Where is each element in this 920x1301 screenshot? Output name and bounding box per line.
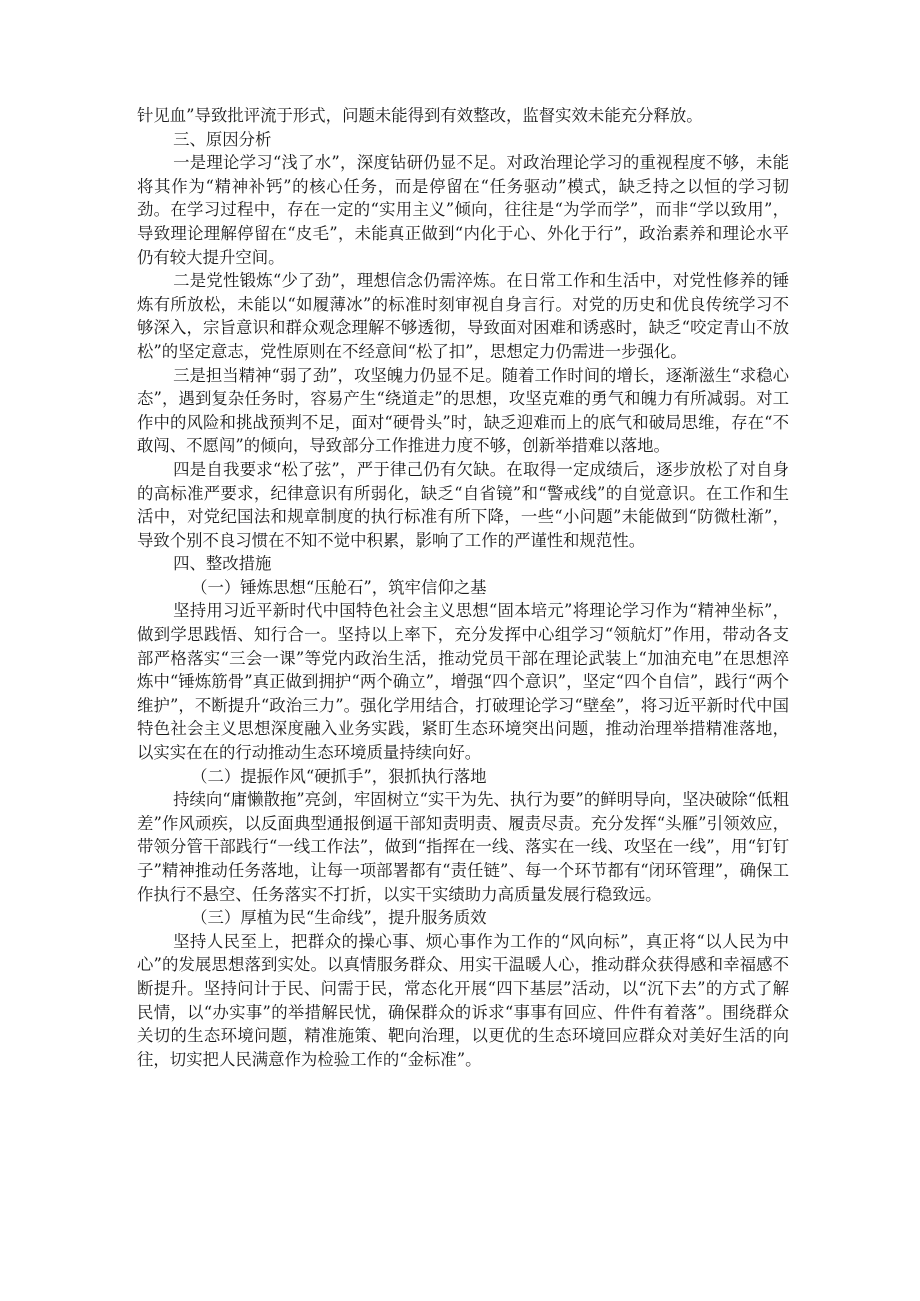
paragraph-responsibility: 三是担当精神“弱了劲”，攻坚魄力仍显不足。随着工作时间的增长，逐渐滋生“求稳心态”，遇到复杂任务时，容易产生“绕道走”的思想，攻坚克难的勇气和魄力有所减弱。对工作中的风险和挑战预判不足，面对“硬骨头”时，缺乏迎难而上的底气和破局思维，存在“不敢闯、不愿闯”的倾向，导致部分工作推进力度不够，创新举措难以落地。 <box>137 365 789 456</box>
paragraph-continuation: 针见血”导致批评流于形式，问题未能得到有效整改，监督实效未能充分释放。 <box>137 106 703 125</box>
paragraph-theory-study: 一是理论学习“浅了水”，深度钻研仍显不足。对政治理论学习的重视程度不够，未能将其作为“精神补钙”的核心任务，而是停留在“任务驱动”模式，缺乏持之以恒的学习韧劲。在学习过程中，存在一定的“实用主义”倾向，往往是“为学而学”，而非“学以致用”，导致理论理解停留在“皮毛”，未能真正做到“内化于心、外化于行”，政治素养和理论水平仍有较大提升空间。 <box>137 153 789 267</box>
section-heading-rectification: 四、整改措施 <box>173 554 272 574</box>
sub-heading-serve-people: （三）厚植为民“生命线”，提升服务质效 <box>191 908 487 928</box>
sub-heading-work-style: （二）提振作风“硬抓手”，狠抓执行落地 <box>191 766 487 786</box>
paragraph-work-style-measures: 持续向“庸懒散拖”亮剑，牢固树立“实干为先、执行为要”的鲜明导向，坚决破除“低粗差”作风顽疾，以反面典型通报倒逼干部知责明责、履责尽责。充分发挥“头雁”引领效应，带领分管干部践行“一线工作法”，做到“指挥在一线、落实在一线、攻坚在一线”，用“钉钉子”精神推动任务落地，让每一项部署都有“责任链”、每一个环节都有“闭环管理”，确保工作执行不悬空、任务落实不打折，以实干实绩助力高质量发展行稳致远。 <box>137 790 789 904</box>
paragraph-thought-measures: 坚持用习近平新时代中国特色社会主义思想“固本培元”将理论学习作为“精神坐标”，做到学思践悟、知行合一。坚持以上率下，充分发挥中心组学习“领航灯”作用，带动各支部严格落实“三会一课”等党内政治生活，推动党员干部在理论武装上“加油充电”在思想淬炼中“锤炼筋骨”真正做到拥护“两个确立”，增强“四个意识”，坚定“四个自信”，践行“两个维护”，不断提升“政治三力”。强化学用结合，打破理论学习“壁垒”，将习近平新时代中国特色社会主义思想深度融入业务实践，紧盯生态环境突出问题，推动治理举措精准落地，以实实在在的行动推动生态环境质量持续向好。 <box>137 601 789 763</box>
sub-heading-thought: （一）锤炼思想“压舱石”，筑牢信仰之基 <box>191 577 487 597</box>
paragraph-self-discipline: 四是自我要求“松了弦”，严于律己仍有欠缺。在取得一定成绩后，逐步放松了对自身的高标准严要求，纪律意识有所弱化，缺乏“自省镜”和“警戒线”的自觉意识。在工作和生活中，对党纪国法和规章制度的执行标准有所下降，一些“小问题”未能做到“防微杜渐”，导致个别不良习惯在不知不觉中积累，影响了工作的严谨性和规范性。 <box>137 459 789 550</box>
paragraph-party-spirit: 二是党性锻炼“少了劲”，理想信念仍需淬炼。在日常工作和生活中，对党性修养的锤炼有所放松，未能以“如履薄冰”的标准时刻审视自身言行。对党的历史和优良传统学习不够深入，宗旨意识和群众观念理解不够透彻，导致面对困难和诱惑时，缺乏“咬定青山不放松”的坚定意志，党性原则在不经意间“松了扣”，思想定力仍需进一步强化。 <box>137 271 789 361</box>
section-heading-cause-analysis: 三、原因分析 <box>173 129 272 149</box>
paragraph-serve-people-measures: 坚持人民至上，把群众的操心事、烦心事作为工作的“风向标”，真正将“以人民为中心”的发展思想落到实处。以真情服务群众、用实干温暖人心，推动群众获得感和幸福感不断提升。坚持问计于民、问需于民，常态化开展“四下基层”活动，以“沉下去”的方式了解民情，以“办实事”的举措解民忧，确保群众的诉求“事事有回应、件件有着落”。围绕群众关切的生态环境问题，精准施策、靶向治理，以更优的生态环境回应群众对美好生活的向往，切实把人民满意作为检验工作的“金标准”。 <box>137 931 789 1069</box>
document-page <box>137 104 789 1071</box>
